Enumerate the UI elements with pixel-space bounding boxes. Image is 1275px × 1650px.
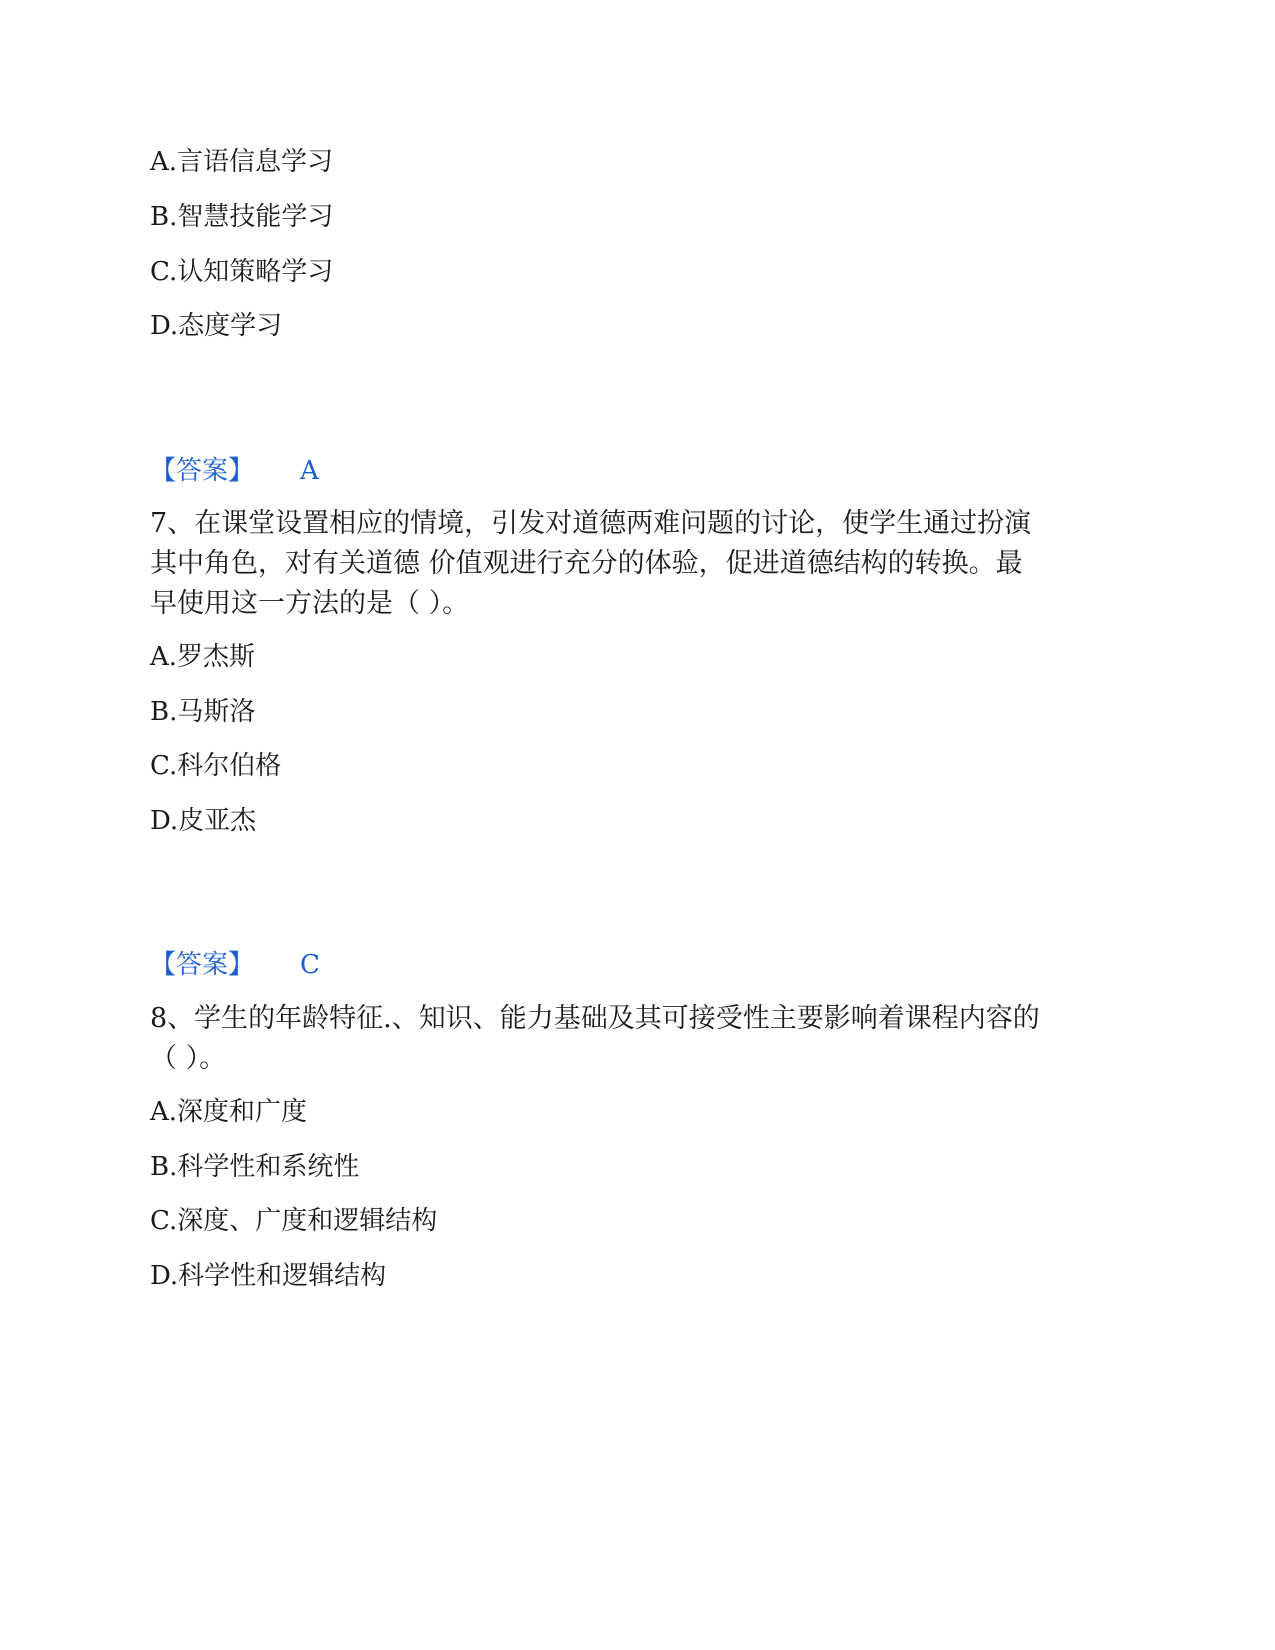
option-a: A.罗杰斯 [150, 642, 256, 672]
option-c: C.深度、广度和逻辑结构 [150, 1206, 438, 1236]
option-a: A.言语信息学习 [150, 147, 334, 177]
question-text-line: 7、在课堂设置相应的情境，引发对道德两难问题的讨论，使学生通过扮演 [150, 508, 1032, 539]
question-text-line: （ ）。 [150, 1043, 227, 1074]
option-d: D.科学性和逻辑结构 [150, 1261, 387, 1291]
option-d: D.皮亚杰 [150, 806, 257, 836]
answer-tag: 【答案】 [150, 950, 255, 980]
option-c: C.科尔伯格 [150, 751, 282, 781]
option-b: B.智慧技能学习 [150, 202, 334, 232]
answer-line [150, 945, 320, 985]
question-text-line: 早使用这一方法的是（ ）。 [150, 588, 470, 619]
question-text-line: 8、学生的年龄特征.、知识、能力基础及其可接受性主要影响着课程内容的 [150, 1003, 1040, 1034]
answer-line [150, 451, 319, 491]
answer-value: A [300, 456, 319, 486]
answer-value: C [300, 950, 320, 980]
option-a: A.深度和广度 [150, 1097, 308, 1127]
option-b: B.科学性和系统性 [150, 1152, 360, 1182]
answer-tag: 【答案】 [150, 456, 255, 486]
option-b: B.马斯洛 [150, 697, 256, 727]
option-c: C.认知策略学习 [150, 257, 334, 287]
option-d: D.态度学习 [150, 311, 283, 341]
question-text-line: 其中角色，对有关道德 价值观进行充分的体验，促进道德结构的转换。最 [150, 548, 1023, 579]
